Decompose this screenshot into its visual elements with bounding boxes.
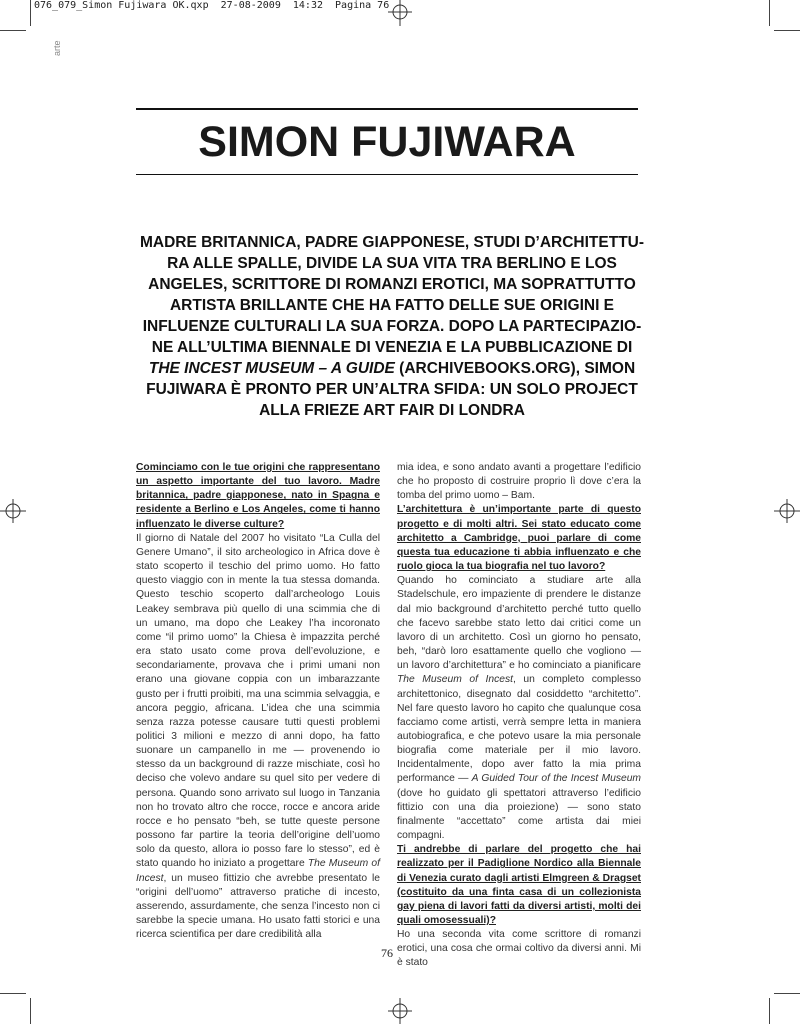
answer-text: Il giorno di Natale del 2007 ho visitato “La Culla del Genere Umano”, il sito archeologico in Africa dove è stato scoperto il teschio del primo uomo. Ho fatto questo viaggio con in mente la tua stessa domanda. Questo teschio scoperto dall’archeologo Louis Leakey sembrava più quello di una scimmia che di un umano, ma dopo che Leakey l’ha incoronato come “il primo uomo” la Chiesa è impazzita perché era stato usato come prova dell’evoluzione, e secondariamente, provava che i primi umani non erano una giovane coppia con un imbarazzante gusto per i frutti proibiti, ma una scimmia selvaggia, e ancora peggio, africana. L’idea che una scimmia senza razza potesse causare tutti questi problemi politici 3 milioni e mezzo di anni dopo, ha fatto suonare un campanello in me — provenendo io stesso da un background di razze mischiate, così ho deciso che volevo andare su quel sito per vedere di persona. Quando sono arrivato sul luogo in Tanzania non ho trovato altro che rocce, rocce e ancora aride rocce e ho pensato “beh, se tutte queste persone possono far partire la teoria dell’origine dell’uomo solo da questo, allora io posso fare lo stesso”, ed è stato quando ho iniziato a progettare [136, 532, 380, 870]
book-title: THE INCEST MUSEUM – A GUIDE [148, 360, 395, 377]
page-number: 76 [381, 946, 393, 960]
body-column-right [397, 461, 641, 971]
interview-question: L’architettura è un’importante parte di questo progetto e di molti altri. Sei stato educato come architetto a Cambridge, puoi parlare di come questa tua educazione ti abbia influenzato e che ruolo gioca la tua biografia nel tuo lavoro? [397, 504, 641, 573]
crop-mark [769, 0, 770, 26]
article-title: SIMON FUJIWARA [198, 118, 576, 166]
standfirst-text: È PRONTO PER UN’ALTRA SFIDA: UN SOLO PROJECT ALLA FRIEZE ART FAIR DI LONDRA [226, 381, 638, 419]
standfirst-text: (ARCHIVEBOOKS.ORG), [394, 360, 585, 377]
crop-mark [0, 30, 26, 31]
answer-text: (dove ho guidato gli spettatori attraverso l’edificio fittizio con una dia proiezione) — sono stato finalmente “accettato” come artista dai miei compagni. [397, 787, 641, 842]
interview-question: Ti andrebbe di parlare del progetto che hai realizzato per il Padiglione Nordico alla Biennale di Venezia curato dagli artisti Elmgreen & Dragset (costituito da una finta casa di un collezionista gay piena di lavori fatti da diversi artisti, molti dei quali omosessuali)? [397, 844, 641, 926]
registration-mark-icon [388, 998, 412, 1024]
work-title: The Museum of Incest [136, 858, 380, 884]
crop-mark [769, 998, 770, 1024]
answer-text: , un completo complesso architettonico, disegnato dal cosiddetto “architetto”. Nel fare questo lavoro ho capito che qualunque cosa facciamo come artisti, verrà sempre letta in maniera autobiografica, e che potevo usare la mia personale biografia come materiale per il mio lavoro. Incidentalmente, dopo aver fatto la mia prima performance — [397, 674, 641, 785]
standfirst [136, 232, 648, 421]
answer-text: Quando ho cominciato a studiare arte alla Stadelschule, ero impaziente di prendere le distanze dal mio background d’architetto perché tutto quello che facevo sarebbe stato letto dai critici come un lavoro di un architetto. Così un giorno ho pensato, beh, “darò loro esattamente quello che vogliono — un lavoro d’architettura” e ho cominciato a pianificare [397, 575, 641, 672]
crop-mark [774, 993, 800, 994]
work-title: The Museum of Incest [397, 674, 513, 686]
answer-text: , un museo fittizio che avrebbe presentato le “origini dell’uomo” attraverso pratiche di incesto, asserendo, assurdamente, che senza l’incesto non ci sarebbe la specie umana. Ho usato fatti storici e una ricerca scientifica per dare credibilità alla [136, 872, 380, 941]
file-slug: 076_079_Simon Fujiwara OK.qxp 27-08-2009 14:32 Pagina 76 [34, 0, 390, 11]
artist-name: SIMON FUJIWARA [146, 360, 636, 398]
registration-mark-icon [388, 0, 412, 26]
title-rule-bottom [136, 174, 638, 175]
registration-mark-icon [774, 499, 800, 523]
interview-answer: mia idea, e sono andato avanti a progettare l’edificio che ho proposto di costruire proprio lì dove c’era la tomba del primo uomo – Bam. [397, 462, 641, 502]
registration-mark-icon [0, 499, 26, 523]
standfirst-text: MADRE BRITANNICA, PADRE GIAPPONESE, STUDI D’ARCHITETTU-RA ALLE SPALLE, DIVIDE LA SUA VITA TRA BERLINO E LOS ANGELES, SCRITTORE DI ROMANZI EROTICI, MA SOPRATTUTTO ARTISTA BRILLANTE CHE HA FATTO DELLE SUE ORIGINI E INFLUENZE CULTURALI LA SUA FORZA. DOPO LA PARTECIPAZIO-NE ALL’ULTIMA BIENNALE DI VENEZIA E LA PUBBLICAZIONE DI [139, 234, 645, 356]
interview-answer [397, 574, 641, 843]
crop-mark [774, 30, 800, 31]
title-rule-top [136, 108, 638, 110]
body-column-left [136, 461, 380, 942]
section-tag: arte [52, 40, 62, 56]
crop-mark [0, 993, 26, 994]
interview-question: Cominciamo con le tue origini che rappresentano un aspetto importante del tuo lavoro. Madre britannica, padre giapponese, nato in Spagna e residente a Berlino e Los Angeles, come ti hanno influenzato le diverse culture? [136, 462, 380, 530]
interview-answer [136, 532, 380, 943]
work-title: A Guided Tour of the Incest Museum [471, 773, 642, 785]
interview-answer: Ho una seconda vita come scrittore di romanzi erotici, una cosa che ormai coltivo da diversi anni. Mi è stato [397, 929, 641, 969]
crop-mark [30, 998, 31, 1024]
crop-mark [30, 0, 31, 26]
